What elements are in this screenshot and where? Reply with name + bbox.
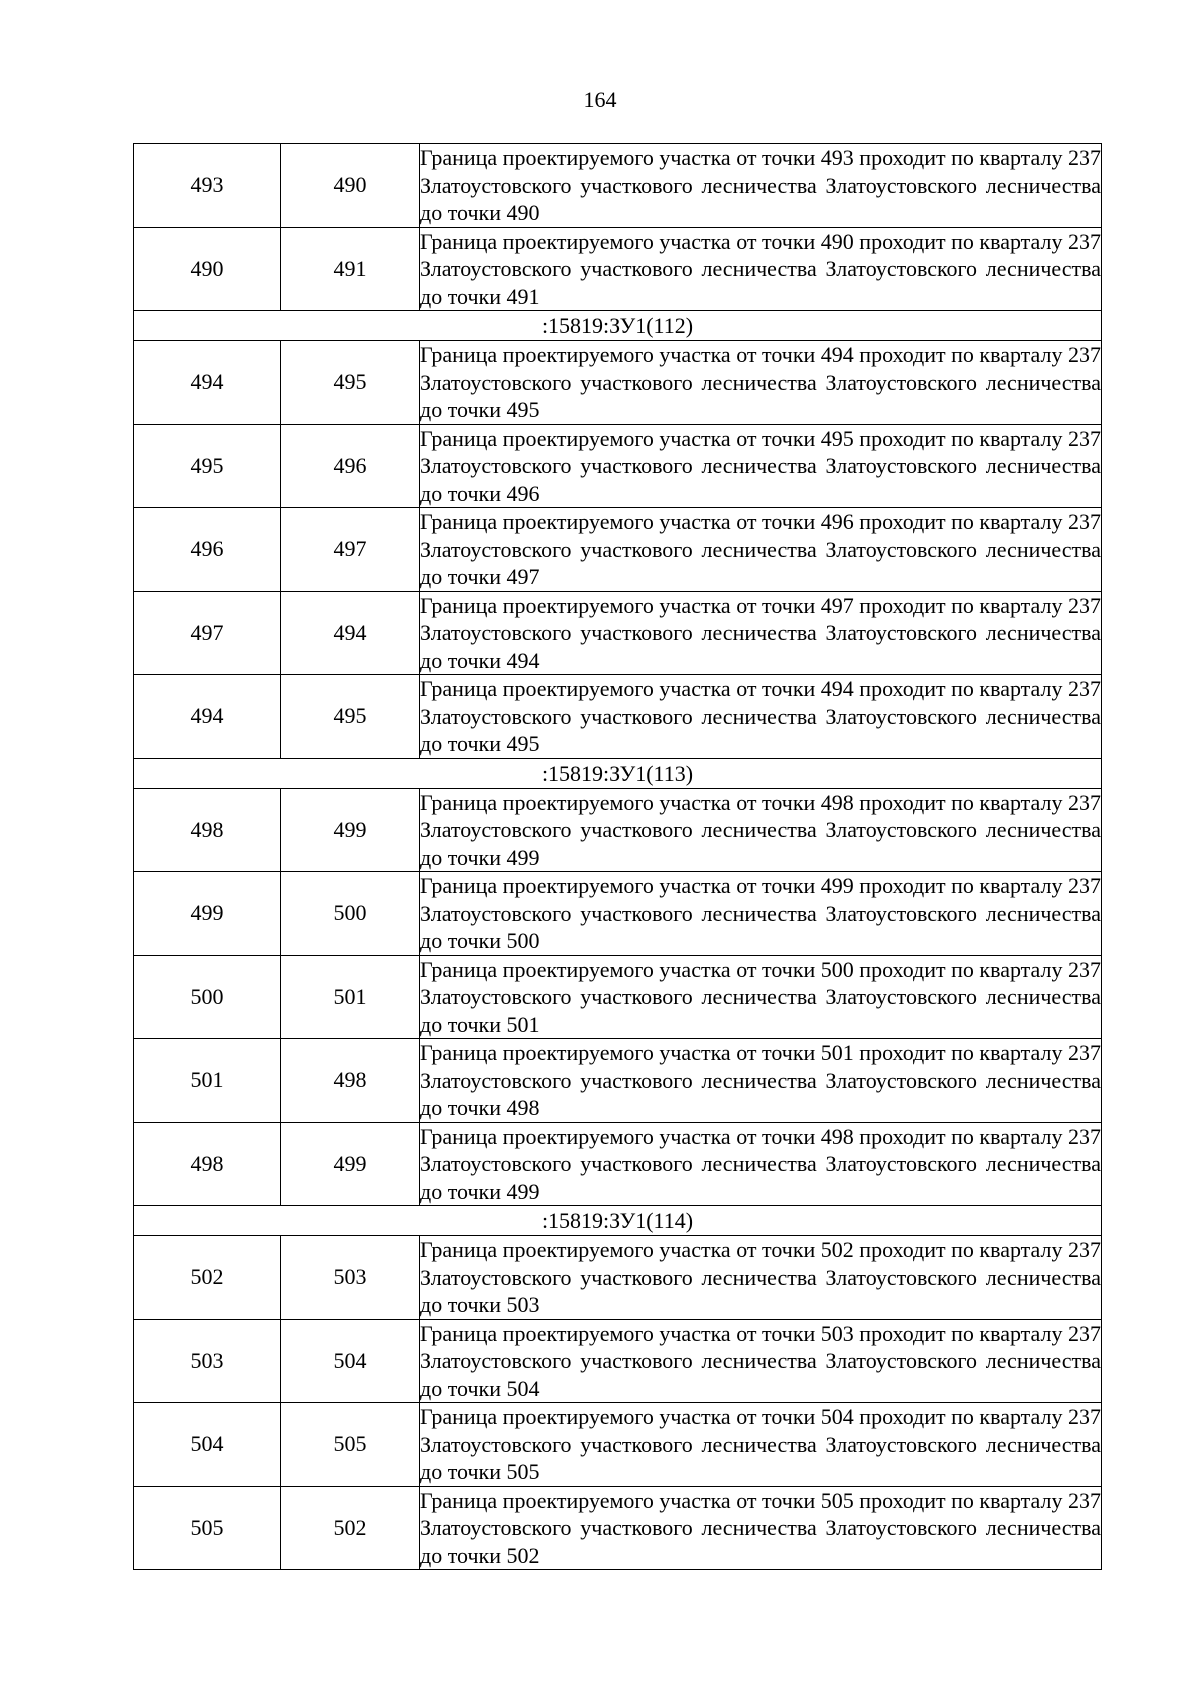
point-from-cell: 496 [134,508,281,592]
point-to-cell: 497 [281,508,420,592]
boundary-description-cell: Граница проектируемого участка от точки 504 проходит по кварталу 237 Златоустовского участкового лесничества Златоустовского лесничества до точки 505 [420,1404,1101,1484]
point-from-cell: 500 [134,955,281,1039]
point-from-cell: 490 [134,227,281,311]
table-body [134,144,1102,1570]
point-to-cell: 505 [281,1403,420,1487]
boundary-description-cell: Граница проектируемого участка от точки 499 проходит по кварталу 237 Златоустовского участкового лесничества Златоустовского лесничества до точки 500 [420,873,1101,953]
table-row [134,424,1102,508]
boundary-table [133,143,1102,1570]
section-header-row [134,311,1102,341]
point-to-cell: 501 [281,955,420,1039]
point-from-cell: 503 [134,1319,281,1403]
point-to-cell: 490 [281,144,420,228]
point-from-cell: 495 [134,424,281,508]
point-from-cell: 498 [134,788,281,872]
table-row [134,1236,1102,1320]
point-to-cell: 495 [281,341,420,425]
point-from-cell: 493 [134,144,281,228]
table-row [134,675,1102,759]
table-row [134,955,1102,1039]
section-label: :15819:ЗУ1(113) [134,758,1102,788]
table-row [134,508,1102,592]
boundary-description-cell: Граница проектируемого участка от точки 498 проходит по кварталу 237 Златоустовского участкового лесничества Златоустовского лесничества до точки 499 [420,789,1101,870]
table-row [134,1486,1102,1570]
point-from-cell: 502 [134,1236,281,1320]
point-to-cell: 500 [281,872,420,956]
point-to-cell: 504 [281,1319,420,1403]
point-from-cell: 498 [134,1122,281,1206]
boundary-description-cell: Граница проектируемого участка от точки 503 проходит по кварталу 237 Златоустовского участкового лесничества Златоустовского лесничества до точки 504 [420,1320,1101,1401]
table-row [134,788,1102,872]
point-from-cell: 494 [134,341,281,425]
point-from-cell: 501 [134,1039,281,1123]
boundary-description-cell: Граница проектируемого участка от точки 505 проходит по кварталу 237 Златоустовского участкового лесничества Златоустовского лесничества до точки 502 [420,1487,1101,1568]
section-label: :15819:ЗУ1(112) [134,311,1102,341]
section-label: :15819:ЗУ1(114) [134,1206,1102,1236]
table-row [134,1403,1102,1487]
point-from-cell: 499 [134,872,281,956]
table-row [134,227,1102,311]
point-to-cell: 494 [281,591,420,675]
point-from-cell: 505 [134,1486,281,1570]
table-row [134,1122,1102,1206]
point-from-cell: 494 [134,675,281,759]
point-to-cell: 495 [281,675,420,759]
point-from-cell: 497 [134,591,281,675]
boundary-description-cell: Граница проектируемого участка от точки 498 проходит по кварталу 237 Златоустовского участкового лесничества Златоустовского лесничества до точки 499 [420,1123,1101,1204]
boundary-description-cell: Граница проектируемого участка от точки 496 проходит по кварталу 237 Златоустовского участкового лесничества Златоустовского лесничества до точки 497 [420,509,1101,589]
table-row [134,144,1102,228]
point-to-cell: 503 [281,1236,420,1320]
boundary-description-cell: Граница проектируемого участка от точки 494 проходит по кварталу 237 Златоустовского участкового лесничества Златоустовского лесничества до точки 495 [420,676,1101,756]
boundary-description-cell: Граница проектируемого участка от точки 495 проходит по кварталу 237 Златоустовского участкового лесничества Златоустовского лесничества до точки 496 [420,425,1101,506]
boundary-description-cell: Граница проектируемого участка от точки 494 проходит по кварталу 237 Златоустовского участкового лесничества Златоустовского лесничества до точки 495 [420,342,1101,422]
point-to-cell: 499 [281,788,420,872]
boundary-description-cell: Граница проектируемого участка от точки 493 проходит по кварталу 237 Златоустовского участкового лесничества Златоустовского лесничества до точки 490 [420,145,1101,225]
page-number: 164 [583,87,617,112]
boundary-description-cell: Граница проектируемого участка от точки 502 проходит по кварталу 237 Златоустовского участкового лесничества Златоустовского лесничества до точки 503 [420,1237,1101,1317]
point-to-cell: 499 [281,1122,420,1206]
point-from-cell: 504 [134,1403,281,1487]
boundary-description-cell: Граница проектируемого участка от точки 500 проходит по кварталу 237 Златоустовского участкового лесничества Златоустовского лесничества до точки 501 [420,956,1101,1037]
table-row [134,1319,1102,1403]
point-to-cell: 491 [281,227,420,311]
table-row [134,872,1102,956]
boundary-description-cell: Граница проектируемого участка от точки 497 проходит по кварталу 237 Златоустовского участкового лесничества Златоустовского лесничества до точки 494 [420,592,1101,673]
point-to-cell: 496 [281,424,420,508]
point-to-cell: 498 [281,1039,420,1123]
table-row [134,1039,1102,1123]
table-row [134,341,1102,425]
boundary-description-cell: Граница проектируемого участка от точки 490 проходит по кварталу 237 Златоустовского участкового лесничества Златоустовского лесничества до точки 491 [420,228,1101,309]
point-to-cell: 502 [281,1486,420,1570]
table-row [134,591,1102,675]
section-header-row [134,758,1102,788]
boundary-description-cell: Граница проектируемого участка от точки 501 проходит по кварталу 237 Златоустовского участкового лесничества Златоустовского лесничества до точки 498 [420,1040,1101,1120]
section-header-row [134,1206,1102,1236]
